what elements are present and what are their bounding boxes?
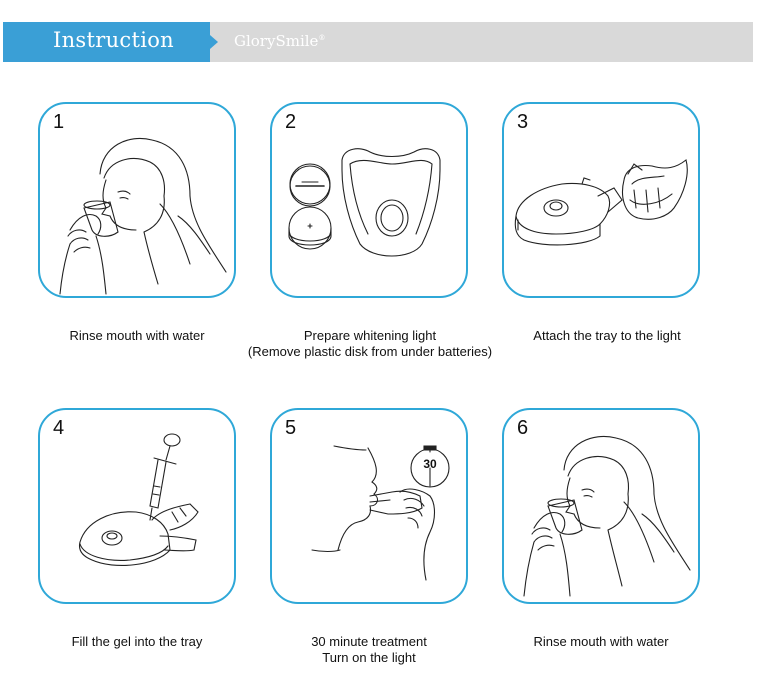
caption-line: (Remove plastic disk from under batteries) [247,344,493,359]
step-caption-6 [502,634,700,650]
step-number: 3 [517,111,529,133]
step-caption-3 [502,328,712,344]
step-number: 5 [285,417,297,439]
step-panel-3 [502,102,700,298]
brand-name [234,32,325,50]
caption-line: Rinse mouth with water [69,328,205,343]
step-caption-1 [38,328,236,344]
whitening-light-parts-icon [272,104,466,296]
gel-syringe-icon [40,410,234,602]
header-arrow-icon [210,35,218,49]
caption-line: Prepare whitening light [303,328,437,343]
step-number: 4 [53,417,65,439]
step-number: 1 [53,111,65,133]
caption-line: Turn on the light [322,650,416,665]
step-caption-5 [270,634,468,666]
header-banner [3,22,753,62]
brand-text: GlorySmile [234,32,319,50]
caption-line: Attach the tray to the light [533,328,681,343]
treatment-timer-icon [272,410,466,602]
page-title: Instruction [53,28,174,52]
tray-attach-icon [504,104,698,296]
caption-line: Fill the gel into the tray [71,634,203,649]
woman-drinking-icon [504,410,698,602]
step-number: 6 [517,417,529,439]
woman-drinking-icon [40,104,234,296]
step-panel-1 [38,102,236,298]
timer-label: 30 [423,457,437,471]
brand-registered-mark: ® [318,34,326,42]
step-panel-2 [270,102,468,298]
caption-line: Rinse mouth with water [533,634,669,649]
step-caption-4 [38,634,236,650]
caption-line: 30 minute treatment [311,634,427,649]
step-caption-2 [220,328,520,360]
step-number: 2 [285,111,297,133]
step-panel-5 [270,408,468,604]
step-panel-4 [38,408,236,604]
step-panel-6 [502,408,700,604]
